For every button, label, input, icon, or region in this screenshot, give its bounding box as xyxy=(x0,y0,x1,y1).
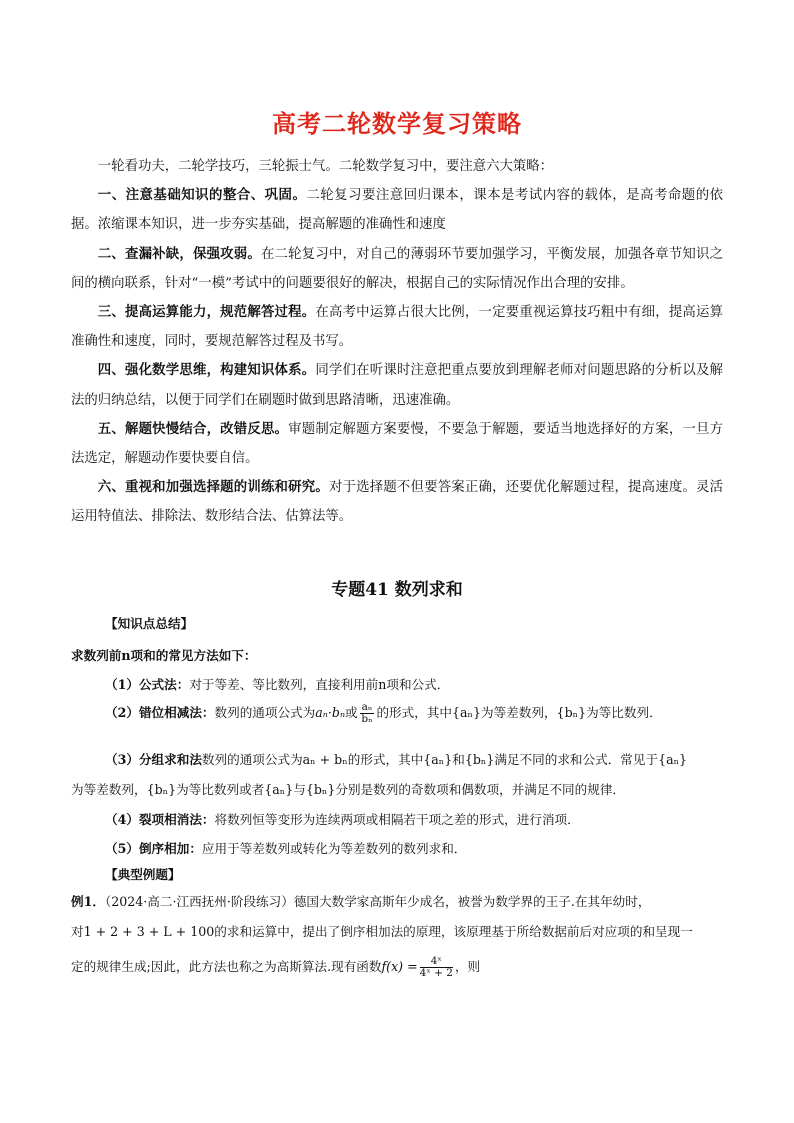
example-text: 定的规律生成;因此，此方法也称之为高斯算法.现有函数 xyxy=(71,959,382,974)
method-heading: （1）公式法： xyxy=(105,677,190,692)
method-group-sum xyxy=(105,749,687,768)
strategy-text: 在二轮复习中，对自己的薄弱环节要加强学习，平衡发展，加强各章节知识之间的横向联系，针对“一模”考试中的问题要很好的解决，根据自己的实际情况作出合理的安排。 xyxy=(71,246,724,291)
strategy-item-5 xyxy=(71,415,723,473)
example-1-line-3 xyxy=(71,956,480,979)
strategy-text: 对于选择题不但要答案正确，还要优化解题过程，提高速度。灵活运用特值法、排除法、数形结合法、估算法等。 xyxy=(71,480,724,525)
topic-title: 专题41 数列求和 xyxy=(331,580,463,600)
strategy-item-2 xyxy=(71,240,723,298)
document-title: 高考二轮数学复习策略 xyxy=(272,110,522,138)
function-fraction xyxy=(420,956,453,979)
method-heading: （4）裂项相消法： xyxy=(105,812,215,827)
fraction-numerator: 4ˣ xyxy=(420,956,453,968)
method-text: 的形式，其中{aₙ}为等差数列，{bₙ}为等比数列． xyxy=(376,705,662,720)
strategy-heading: 二、查漏补缺，保强攻弱。 xyxy=(97,245,261,262)
strategy-heading: 三、提高运算能力，规范解答过程。 xyxy=(97,304,316,321)
method-text: 或 xyxy=(345,705,358,720)
method-group-sum-continued: 为等差数列，{bₙ}为等比数列或者{aₙ}与{bₙ}分别是数列的奇数项和偶数项，并满足不同的规律． xyxy=(71,782,626,797)
strategy-item-3 xyxy=(71,298,723,356)
method-text: 将数列恒等变形为连续两项或相隔若干项之差的形式，进行消项． xyxy=(214,812,580,827)
method-formula xyxy=(105,674,449,693)
strategy-item-6 xyxy=(71,473,723,531)
method-reverse-add xyxy=(105,838,466,857)
strategy-intro xyxy=(71,152,723,532)
formula-product: aₙ·bₙ xyxy=(315,705,346,720)
intro-paragraph: 一轮看功夫，二轮学技巧，三轮振士气。二轮数学复习中，要注意六大策略： xyxy=(97,159,554,174)
strategy-item-1 xyxy=(71,181,723,239)
method-heading: （5）倒序相加： xyxy=(105,841,202,856)
function-name: f(x) = xyxy=(381,959,418,974)
example-text: ，则 xyxy=(454,959,481,974)
example-text: （2024·高二·江西抚州·阶段练习）德国大数学家高斯年少成名，被誉为数学界的王子.在其年幼时， xyxy=(104,894,651,909)
method-heading: （2）错位相减法： xyxy=(105,705,215,720)
knowledge-lead: 求数列前n项和的常见方法如下： xyxy=(71,648,257,663)
fraction-denominator: bₙ xyxy=(361,713,373,725)
strategy-item-4 xyxy=(71,356,723,414)
method-telescoping xyxy=(105,809,580,828)
example-label: 例1． xyxy=(71,894,105,909)
knowledge-heading: 【知识点总结】 xyxy=(105,616,194,631)
fraction-numerator: aₙ xyxy=(361,701,373,713)
strategy-heading: 四、强化数学思维，构建知识体系。 xyxy=(97,362,316,379)
strategy-text: 审题制定解题方案要慢，不要急于解题，要适当地选择好的方案，一旦方法选定，解题动作要快要自信。 xyxy=(71,421,723,467)
strategy-text: 在高考中运算占很大比例，一定要重视运算技巧粗中有细，提高运算准确性和速度，同时，要规范解答过程及书写。 xyxy=(71,305,724,350)
strategy-heading: 五、解题快慢结合，改错反思。 xyxy=(97,420,289,437)
strategy-heading: 六、重视和加强选择题的训练和研究。 xyxy=(97,479,329,496)
method-text: 数列的通项公式为aₙ + bₙ的形式，其中{aₙ}和{bₙ}满足不同的求和公式．常见于{aₙ} xyxy=(201,752,688,767)
method-text: 应用于等差数列或转化为等差数列的数列求和． xyxy=(201,841,467,856)
method-heading: （3）分组求和法 xyxy=(105,752,202,767)
examples-heading: 【典型例题】 xyxy=(105,867,181,882)
method-text: 对于等差、等比数列，直接利用前n项和公式． xyxy=(189,677,450,692)
fraction-denominator: 4ˣ + 2 xyxy=(419,967,453,979)
example-1-line-2: 对1 + 2 + 3 + L + 100的求和运算中，提出了倒序相加法的原理，该原理基于所给数据前后对应项的和呈现一 xyxy=(71,924,693,939)
strategy-text: 同学们在听课时注意把重点要放到理解老师对问题思路的分析以及解法的归纳总结，以便于同学们在刷题时做到思路清晰，迅速准确。 xyxy=(71,363,724,408)
fraction-formula xyxy=(360,702,375,725)
method-dislocation-subtraction xyxy=(105,702,662,725)
method-text: 数列的通项公式为 xyxy=(214,705,316,720)
strategy-heading: 一、注意基础知识的整合、巩固。 xyxy=(97,187,307,204)
example-1-line-1 xyxy=(71,891,650,910)
strategy-text: 二轮复习要注意回归课本，课本是考试内容的载体，是高考命题的依据。浓缩课本知识，进一步夯实基础，提高解题的准确性和速度 xyxy=(71,188,724,233)
